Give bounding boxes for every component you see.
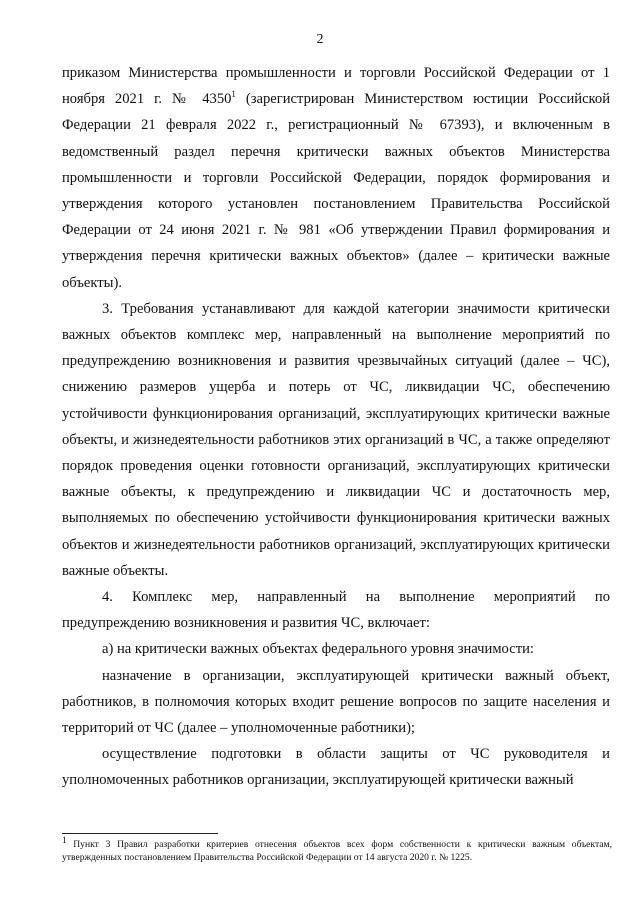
footnote-divider xyxy=(62,833,218,834)
document-body xyxy=(62,60,610,794)
paragraph-subitem-a: а) на критически важных объектах федерального уровня значимости: xyxy=(102,641,534,658)
footnote-text: Пункт 3 Правил разработки критериев отнесения объектов всех форм собственности к критически важным объектам, утвержденных постановлением Правительства Российской Федерации от 14 августа 2020 г. № 1225. xyxy=(62,839,612,863)
paragraph-item-4: 4. Комплекс мер, направленный на выполнение мероприятий по предупреждению возникновения и развития ЧС, включает: xyxy=(62,589,610,632)
paragraph-item-3: 3. Требования устанавливают для каждой категории значимости критически важных объектов комплекс мер, направленный на выполнение мероприятий по предупреждению возникновения и развития чрезвычайных ситуаций (далее – ЧС), снижению размеров ущерба и потерь от ЧС, ликвидации ЧС, обеспечению устойчивости функционирования организаций, эксплуатирующих критически важные объекты, и жизнедеятельности работников этих организаций в ЧС, а также определяют порядок проведения оценки готовности организаций, эксплуатирующих критически важные объекты, к предупреждению и ликвидации ЧС и достаточность мер, выполняемых по обеспечению устойчивости функционирования критически важных объектов и жизнедеятельности работников организаций, эксплуатирующих критически важные объекты. xyxy=(62,300,610,579)
paragraph-training: осуществление подготовки в области защиты от ЧС руководителя и уполномоченных работников организации, эксплуатирующей критически важный xyxy=(62,746,610,789)
paragraph-appointment: назначение в организации, эксплуатирующей критически важный объект, работников, в полномочия которых входит решение вопросов по защите населения и территорий от ЧС (далее – уполномоченные работники); xyxy=(62,667,610,737)
paragraph-text: (зарегистрирован Министерством юстиции Российской Федерации 21 февраля 2022 г., регистрационный № 67393), и включенным в ведомственный раздел перечня критически важных объектов Министерства промышленности и торговли Российской Федерации, порядок формирования и утверждения которого установлен постановлением Правительства Российской Федерации от 24 июня 2021 г. № 981 «Об утверждении Правил формирования и утверждения перечня критически важных объектов» (далее – критически важные объекты). xyxy=(62,91,611,291)
footnote-marker: 1 xyxy=(62,834,67,845)
paragraph-continuation xyxy=(62,60,610,296)
footnote xyxy=(62,834,612,864)
page-number: 2 xyxy=(316,32,324,47)
paragraph-text: приказом Министерства промышленности и торговли Российской Федерации от 1 ноября 2021 г. № 4350 xyxy=(62,65,610,108)
footnote-reference: 1 xyxy=(231,89,236,100)
